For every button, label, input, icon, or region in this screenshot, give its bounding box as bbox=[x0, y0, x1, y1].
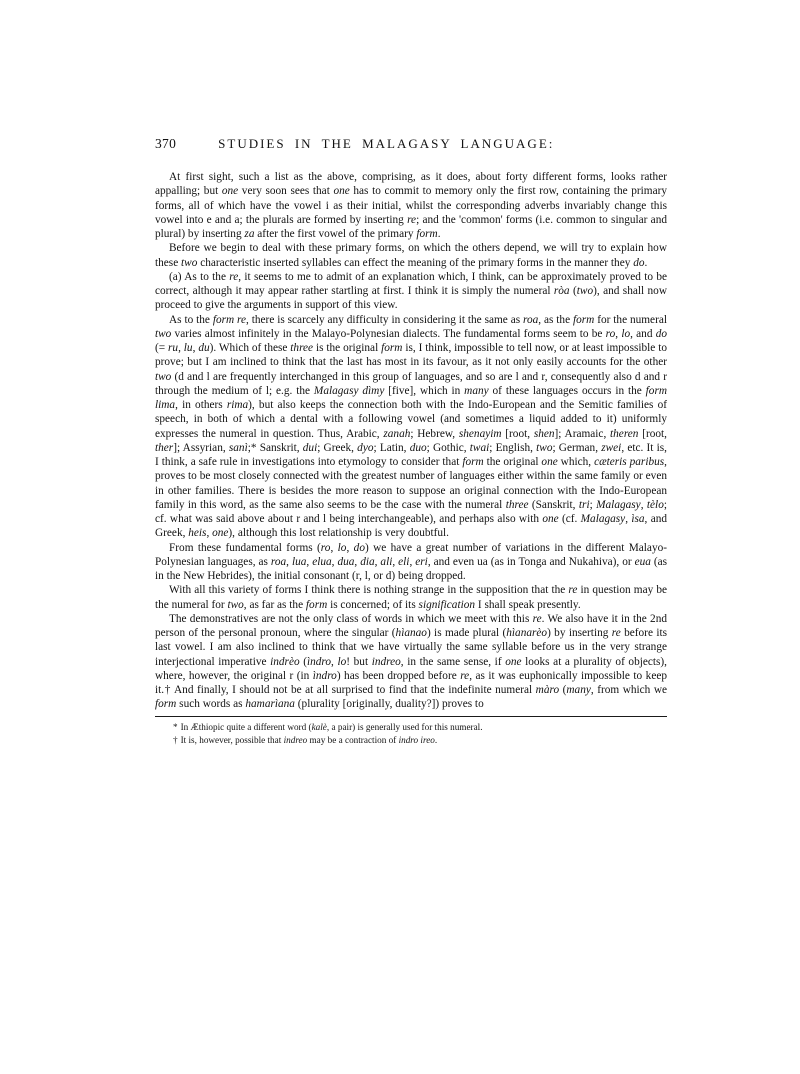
paragraph-6: With all this variety of forms I think there is nothing strange in the supposition that the re in question may be the numeral for two, as far as the form is concerned; of its signification I shall speak presently. bbox=[155, 584, 668, 611]
body-text bbox=[155, 170, 667, 712]
running-title: STUDIES IN THE MALAGASY LANGUAGE: bbox=[218, 136, 555, 151]
running-head bbox=[155, 136, 667, 156]
footnote-2 bbox=[173, 734, 667, 746]
footnote-text: It is, however, possible that indreo may be a contraction of indro ireo. bbox=[180, 734, 438, 745]
footnote-block bbox=[155, 721, 667, 746]
page-number: 370 bbox=[155, 136, 177, 151]
footnote-marker-dagger: † bbox=[173, 734, 178, 745]
footnote-marker-asterisk: * bbox=[173, 721, 178, 732]
footnote-separator-rule bbox=[155, 716, 667, 717]
paragraph-4: As to the form re, there is scarcely any difficulty in considering it the same as roa, as the form for the numeral two varies almost infinitely in the Malayo-Polynesian dialects. The fundamental forms seem to be ro, lo, and do (= ru, lu, du). Which of these three is the original form is, I think, impossible to tell now, or at least impossible to prove; but I am inclined to think that the last has most in its favour, as it not only easily accounts for the other two (d and l are frequently interchanged in this group of languages, and so are l and r, consequently also d and r through the medium of l; e.g. the Malagasy dìmy [five], which in many of these languages occurs in the form lima, in others rima), but also keeps the connection both with the Indo-European and the Semitic families of speech, in both of which a dental with a following vowel (and sometimes a liquid added to it) uniformly expresses the numeral in question. Thus, Arabic, zanah; Hebrew, shenayim [root, shen]; Aramaic, theren [root, ther]; Assyrian, sanì;* Sanskrit, dui; Greek, dyo; Latin, duo; Gothic, twai; English, two; German, zwei, etc. It is, I think, a safe rule in investigations into etymology to consider that form the original one which, cæteris paribus, proves to be most closely connected with the greatest number of languages either within the same family or even in other families. There is besides the more reason to suppose an original connection with the Indo-European family in this word, as the same also seems to be the case with the numeral three (Sanskrit, tri; Malagasy, tèlo; cf. what was said above about r and l being interchangeable), and perhaps also with one (cf. Malagasy, ìsa, and Greek, heis, one), although this lost relationship is very doubtful. bbox=[155, 313, 668, 540]
footnote-1 bbox=[173, 721, 667, 733]
footnote-text: In Æthiopic quite a different word (kalè, a pair) is generally used for this numeral. bbox=[180, 721, 483, 732]
paragraph-2: Before we begin to deal with these primary forms, on which the others depend, we will try to explain how these two characteristic inserted syllables can effect the meaning of the primary forms in the manner they do. bbox=[155, 242, 667, 269]
paragraph-5: From these fundamental forms (ro, lo, do) we have a great number of variations in the different Malayo-Polynesian languages, as roa, lua, elua, dua, dia, ali, eli, eri, and even ua (as in Tonga and Nukahiva), or eua (as in the New Hebrides), the initial consonant (r, l, or d) being dropped. bbox=[155, 541, 668, 582]
paragraph-7: The demonstratives are not the only class of words in which we meet with this re. We also have it in the 2nd person of the personal pronoun, where the singular (hìanao) is made plural (hìanarèo) by inserting re before its last vowel. I am also inclined to think that we have virtually the same syllable before us in the very strange interjectional imperative indrèo (ìndro, lo! but indreo, in the same sense, if one looks at a plurality of objects), where, however, the original r (in ìndro) has been dropped before re, as it was euphonically impossible to keep it.† And finally, I should not be at all surprised to find that the indefinite numeral màro (many, from which we form such words as hamarìana (plurality [originally, duality?]) proves to bbox=[155, 612, 668, 711]
paragraph-3: (a) As to the re, it seems to me to admit of an explanation which, I think, can be approximately proved to be correct, although it may appear rather startling at first. I think it is simply the numeral ròa (two), and shall now proceed to give the arguments in support of this view. bbox=[155, 270, 667, 312]
paragraph-1: At first sight, such a list as the above, comprising, as it does, about forty different forms, looks rather appalling; but one very soon sees that one has to commit to memory only the first row, containing the primary forms, all of which have the vowel i as their initial, whilst the corresponding adverbs invariably change this vowel into e and a; the plurals are formed by inserting re; and the 'common' forms (i.e. common to singular and plural) by inserting za after the first vowel of the primary form. bbox=[155, 171, 667, 240]
page-content bbox=[155, 136, 667, 747]
